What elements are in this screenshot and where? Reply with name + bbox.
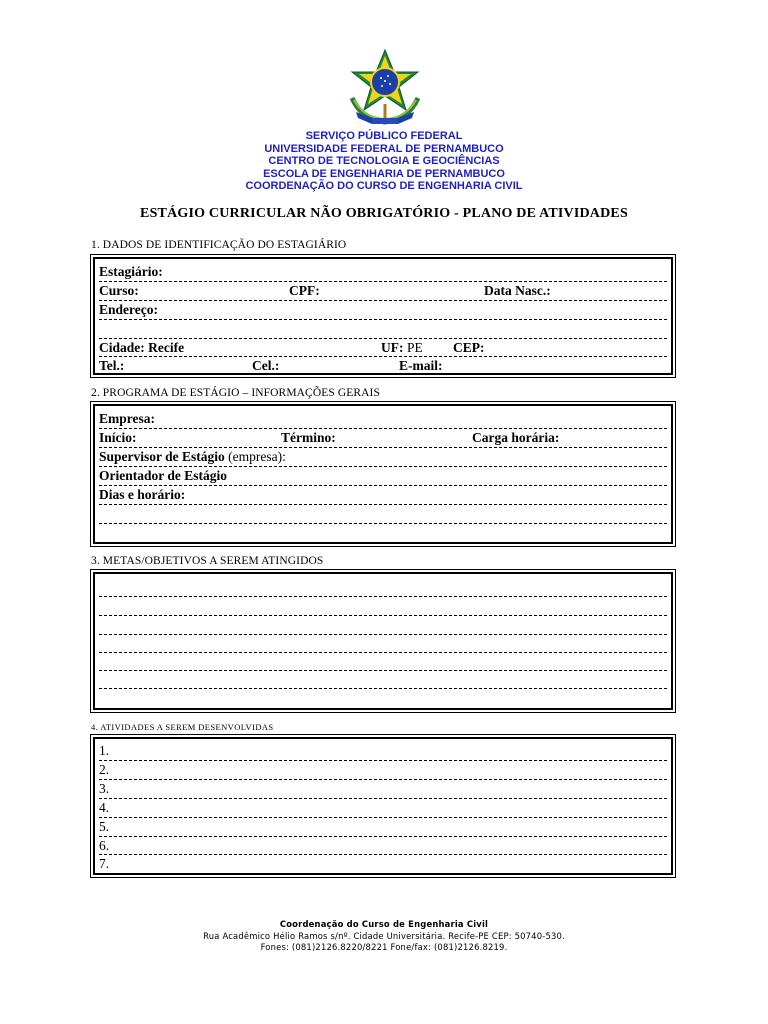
section-3-title: 3. METAS/OBJETIVOS A SEREM ATINGIDOS [91,555,324,567]
activity-number: 5. [99,819,110,834]
coat-of-arms-icon [342,48,428,128]
label-endereco: Endereço: [99,302,158,317]
activity-item[interactable] [99,780,667,799]
label-email: E-mail: [399,358,443,373]
field-endereco-line-2[interactable] [99,320,667,339]
label-uf: UF: [381,340,404,355]
goal-line[interactable] [99,653,667,671]
page-title: ESTÁGIO CURRICULAR NÃO OBRIGATÓRIO - PLANO DE ATIVIDADES [140,206,628,221]
section-4-box [90,734,676,878]
goal-line[interactable] [99,578,667,597]
header-line-5: COORDENAÇÃO DO CURSO DE ENGENHARIA CIVIL [245,180,523,193]
footer-line-2: Rua Acadêmico Hélio Ramos s/nº. Cidade Universitária. Recife-PE CEP: 50740-530. [203,930,565,941]
section-1-box [90,254,676,378]
label-orientador: Orientador de Estágio [99,468,227,483]
footer-line-1: Coordenação do Curso de Engenharia Civil [279,919,489,929]
field-dias-horario-line-2[interactable] [99,505,667,524]
goal-line[interactable] [99,671,667,689]
value-uf: PE [407,340,423,355]
row-periodo [99,429,667,448]
row-contato [99,357,667,374]
section-4-title: 4. ATIVIDADES A SEREM DESENVOLVIDAS [91,722,274,732]
activity-number: 1. [99,743,110,758]
label-supervisor: Supervisor de Estágio (empresa): [99,449,286,464]
section-2-title: 2. PROGRAMA DE ESTÁGIO – INFORMAÇÕES GERAIS [91,387,380,399]
goal-line[interactable] [99,635,667,653]
goal-line[interactable] [99,689,667,705]
activity-number: 2. [99,762,110,777]
label-curso: Curso: [99,283,139,298]
goal-line[interactable] [99,616,667,635]
activity-item[interactable] [99,818,667,837]
section-2-box [90,401,676,547]
label-carga-horaria: Carga horária: [472,430,560,445]
label-empresa: Empresa: [99,411,155,426]
footer-line-3: Fones: (081)2126.8220/8221 Fone/fax: (081)2126.8219. [260,942,508,952]
label-termino: Término: [281,430,336,445]
activity-item[interactable] [99,837,667,855]
field-dias-horario-line-3[interactable] [99,524,667,540]
label-dias-horario: Dias e horário: [99,487,186,502]
label-cidade: Cidade: Recife [99,340,185,355]
label-cel: Cel.: [252,358,280,373]
header-line-3: CENTRO DE TECNOLOGIA E GEOCIÊNCIAS [268,155,500,168]
activity-number: 4. [99,800,110,815]
field-estagiario[interactable] [99,263,667,282]
field-orientador[interactable] [99,467,667,486]
activity-item[interactable] [99,761,667,780]
activity-item[interactable] [99,855,667,871]
institution-header [0,130,768,193]
label-cpf: CPF: [289,283,320,298]
section-1-title: 1. DADOS DE IDENTIFICAÇÃO DO ESTAGIÁRIO [91,239,347,251]
header-line-2: UNIVERSIDADE FEDERAL DE PERNAMBUCO [264,142,504,155]
label-inicio: Início: [99,430,137,445]
activity-number: 7. [99,856,110,871]
field-empresa[interactable] [99,410,667,429]
label-data-nasc: Data Nasc.: [484,283,551,298]
label-tel: Tel.: [99,358,125,373]
activity-number: 3. [99,781,110,796]
activity-number: 6. [99,838,110,853]
section-3-box [90,569,676,713]
goal-line[interactable] [99,597,667,616]
field-dias-horario[interactable] [99,486,667,505]
header-line-1: SERVIÇO PÚBLICO FEDERAL [305,130,463,142]
header-line-4: ESCOLA DE ENGENHARIA DE PERNAMBUCO [263,167,505,180]
row-curso [99,282,667,301]
label-estagiario: Estagiário: [99,264,163,279]
field-endereco[interactable] [99,301,667,320]
label-supervisor-note: (empresa): [228,449,286,464]
field-supervisor[interactable] [99,448,667,467]
label-cep: CEP: [453,340,485,355]
activity-item[interactable] [99,799,667,818]
page-footer [0,919,768,954]
activity-item[interactable] [99,742,667,761]
row-cidade [99,339,667,357]
